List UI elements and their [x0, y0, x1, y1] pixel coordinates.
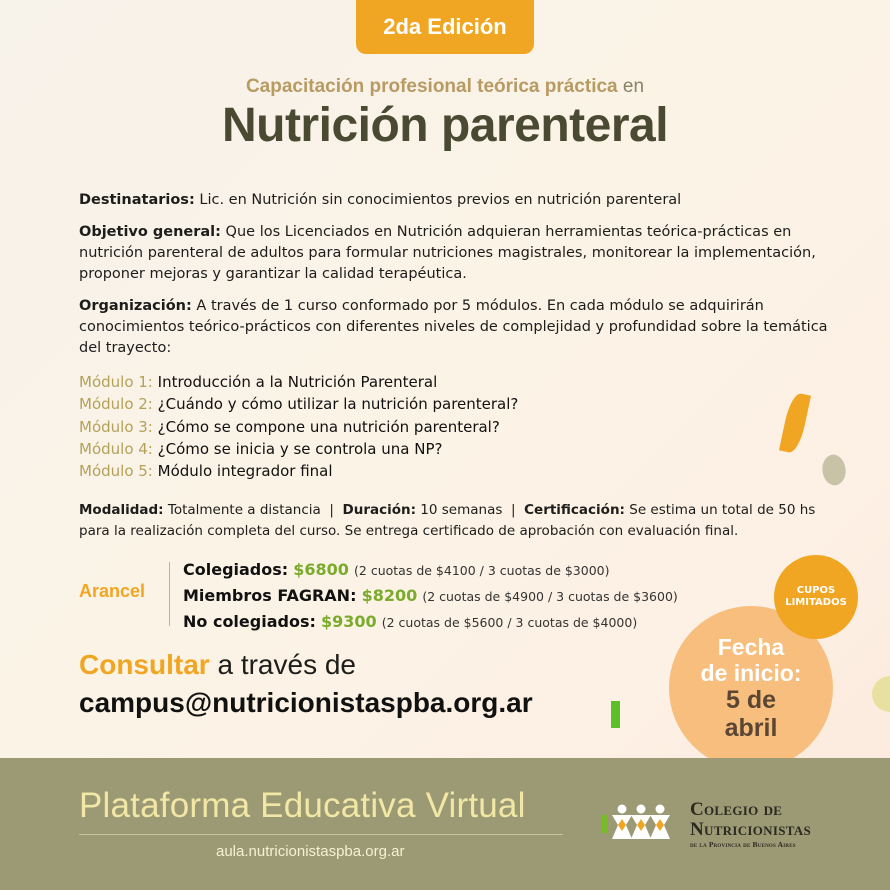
certificacion-label: Certificación: — [524, 502, 625, 518]
module-key: Módulo 5: — [79, 462, 153, 481]
accent-bar — [611, 701, 620, 728]
modules-list — [79, 371, 518, 482]
duracion-value: 10 semanas — [416, 502, 503, 518]
certificacion-value: Se estima un total de 50 hs para la realización completa del curso. Se entrega certificado de aprobación con evaluación final. — [79, 502, 816, 539]
start-date-label-line: Fecha — [717, 634, 785, 660]
consult-line — [79, 646, 533, 684]
organizacion-label: Organización: — [79, 298, 192, 314]
module-key: Módulo 4: — [79, 439, 153, 458]
module-key: Módulo 2: — [79, 395, 153, 414]
list-item — [79, 371, 518, 393]
module-title: ¿Cómo se compone una nutrición parenteral? — [157, 417, 500, 436]
list-item — [79, 393, 518, 415]
page-title: Nutrición parenteral — [221, 99, 669, 152]
list-item — [79, 438, 518, 460]
contact-email-link[interactable]: campus@nutricionistaspba.org.ar — [79, 687, 533, 718]
start-date-label — [669, 634, 833, 686]
colegio-logo-text — [690, 800, 811, 849]
module-title: Introducción a la Nutrición Parenteral — [157, 373, 438, 391]
modalidad-paragraph — [79, 500, 829, 542]
price-list — [183, 557, 678, 635]
consult-block — [79, 646, 533, 722]
consult-rest: a través de — [209, 649, 356, 680]
price-detail: (2 cuotas de $4100 / 3 cuotas de $3000) — [354, 563, 610, 578]
destinatarios-label: Destinatarios: — [79, 192, 195, 208]
divider — [79, 834, 563, 835]
cupos-line2: LIMITADOS — [785, 597, 847, 608]
price-row — [183, 609, 678, 635]
separator: | — [320, 502, 343, 518]
org-line: Nutricionistas — [690, 819, 811, 840]
circle-decoration-icon — [872, 676, 890, 712]
separator: | — [502, 502, 525, 518]
price-name: Miembros FAGRAN: — [183, 586, 357, 605]
objetivo-text: Que los Licenciados en Nutrición adquieran herramientas teórica-prácticas en nutrición parenteral de adultos para formular nutriciones magistrales, monitorear la implementación, proponer mejoras y garantizar la calidad terapéutica. — [79, 224, 816, 282]
price-value: $6800 — [293, 560, 349, 579]
price-row — [183, 583, 678, 609]
consult-highlight: Consultar — [79, 649, 210, 680]
module-title: ¿Cómo se inicia y se controla una NP? — [157, 439, 443, 458]
list-item — [79, 460, 518, 482]
edition-badge: 2da Edición — [356, 0, 534, 54]
price-row — [183, 557, 678, 583]
start-date-label-line: de inicio: — [700, 660, 802, 686]
organizacion-text: A través de 1 curso conformado por 5 módulos. En cada módulo se adquirirán conocimientos teórico-prácticos con diferentes niveles de complejidad y profundidad sobre la temática del trayecto: — [79, 298, 828, 356]
price-name: Colegiados: — [183, 560, 289, 579]
duracion-label: Duración: — [342, 502, 417, 518]
price-detail: (2 cuotas de $5600 / 3 cuotas de $4000) — [381, 615, 638, 630]
module-title: ¿Cuándo y cómo utilizar la nutrición parenteral? — [157, 395, 519, 414]
module-title: Módulo integrador final — [157, 462, 333, 481]
objetivo-paragraph — [79, 222, 829, 285]
price-name: No colegiados: — [183, 612, 316, 631]
list-item — [79, 416, 518, 438]
platform-title: Plataforma Educativa Virtual — [79, 786, 526, 825]
leaf-decoration-icon — [817, 451, 851, 488]
arancel-label: Arancel — [79, 581, 146, 601]
price-detail: (2 cuotas de $4900 / 3 cuotas de $3600) — [422, 589, 678, 604]
start-date-value-line: abril — [724, 714, 778, 742]
destinatarios-paragraph — [79, 190, 829, 211]
organizacion-paragraph — [79, 296, 829, 359]
platform-url-link[interactable]: aula.nutricionistaspba.org.ar — [216, 843, 405, 860]
modalidad-value: Totalmente a distancia — [163, 502, 321, 518]
colegio-logo-icon — [598, 801, 680, 847]
price-value: $8200 — [361, 586, 418, 605]
limited-seats-badge — [774, 555, 858, 639]
objetivo-label: Objetivo general: — [79, 224, 221, 240]
org-subline: de la Provincia de Buenos Aires — [690, 840, 796, 849]
start-date-value — [669, 686, 833, 742]
module-key: Módulo 1: — [79, 373, 153, 391]
leaf-decoration-icon — [779, 392, 811, 455]
org-line: Colegio de — [690, 799, 783, 820]
price-value: $9300 — [320, 612, 377, 631]
cupos-line1: CUPOS — [796, 585, 836, 596]
subtitle-main: Capacitación profesional teórica práctica — [245, 76, 618, 97]
divider — [169, 562, 170, 626]
subtitle — [0, 76, 890, 98]
destinatarios-text: Lic. en Nutrición sin conocimientos previos en nutrición parenteral — [194, 192, 682, 208]
start-date-value-line: 5 de — [725, 686, 777, 714]
module-key: Módulo 3: — [79, 417, 153, 436]
subtitle-suffix: en — [617, 76, 645, 97]
modalidad-label: Modalidad: — [79, 502, 164, 518]
